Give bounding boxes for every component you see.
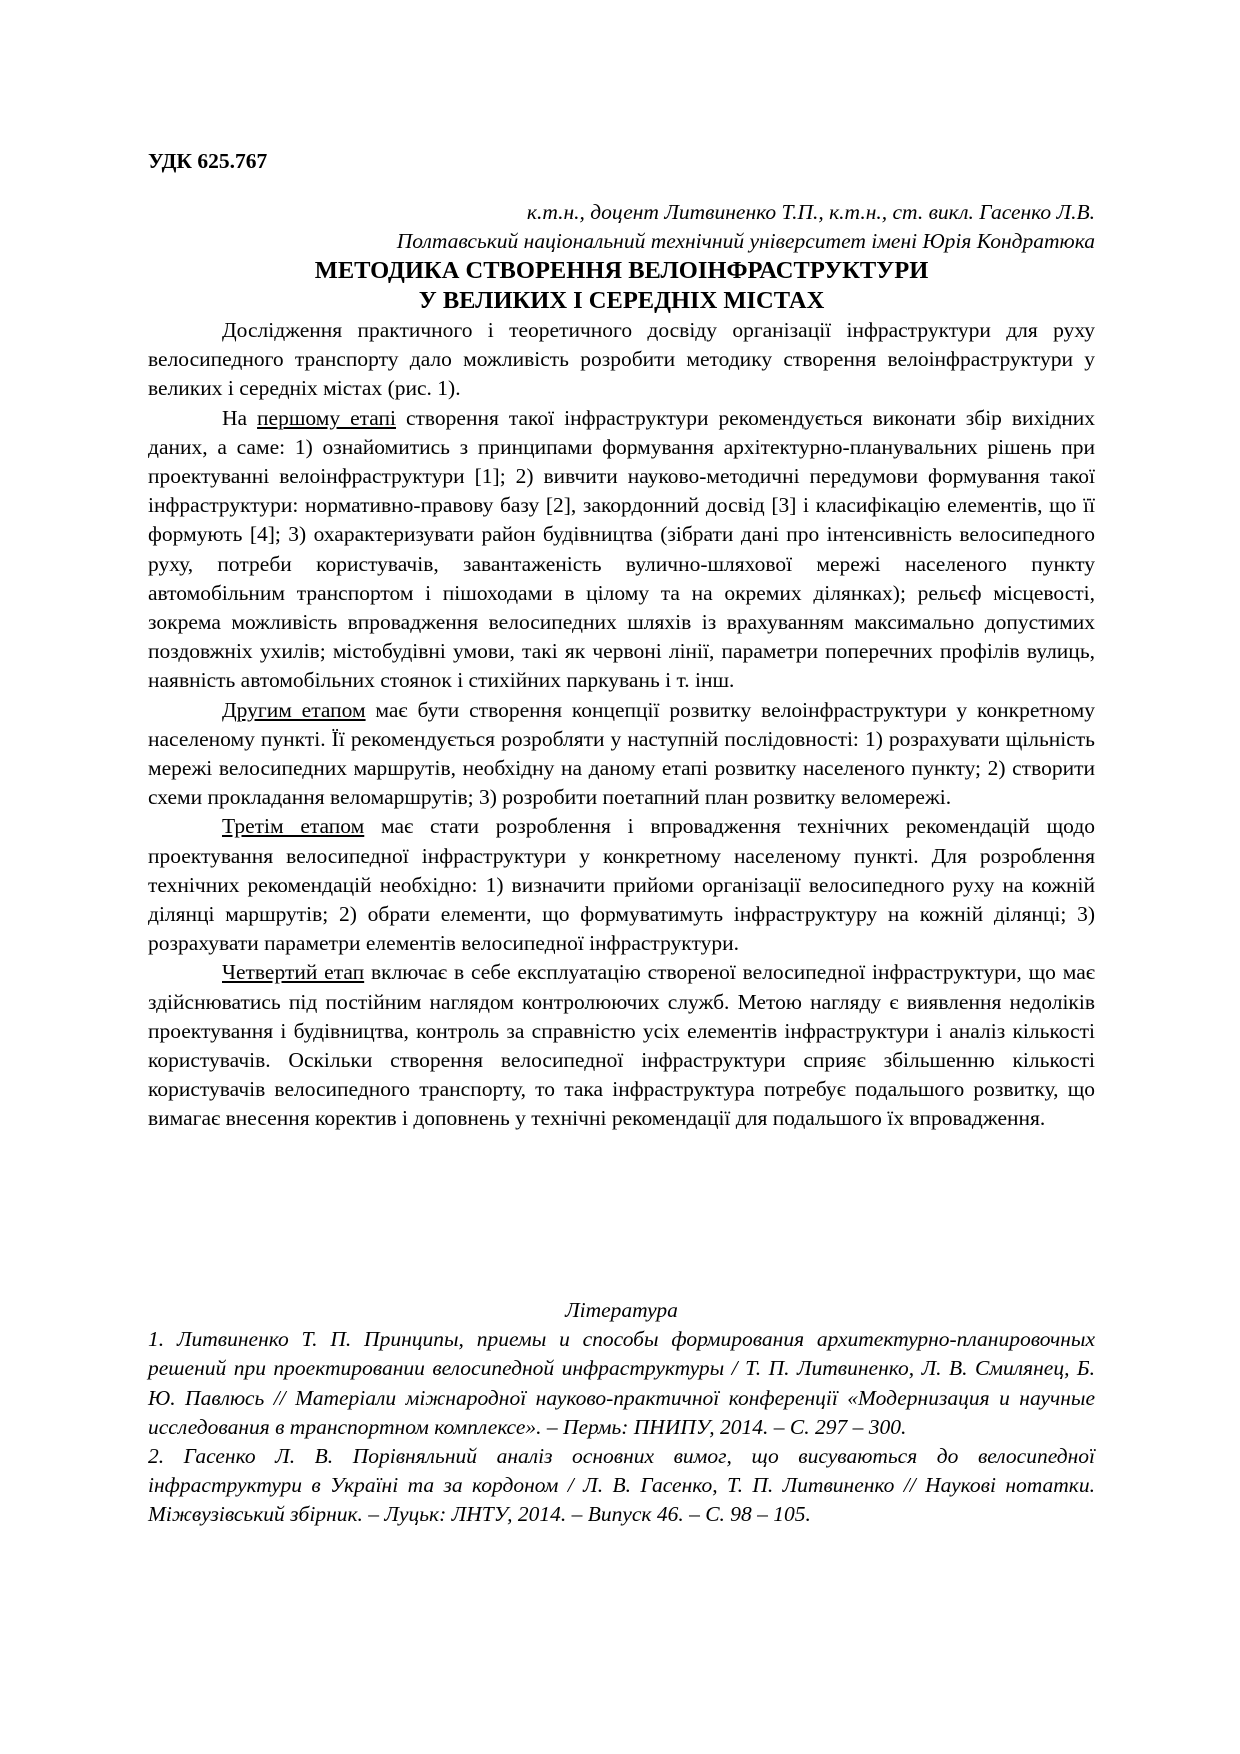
stage-4-term: Четвертий етап: [222, 960, 365, 985]
title-line-2: У ВЕЛИКИХ І СЕРЕДНІХ МІСТАХ: [418, 287, 825, 314]
stage-2-text: має бути створення концепції розвитку велоінфраструктури у конкретному населеному пункті. Її рекомендується розробляти у наступній послідовності: 1) розрахувати щільність мережі велосипедних маршрутів, необхідну на даному етапі розвитку населеного пункту; 2) створити схеми прокладання веломаршрутів; 3) розробити поетапний план розвитку веломережі.: [148, 697, 1095, 810]
stage-4-text: включає в себе експлуатацію створеної велосипедної інфраструктури, що має здійснюватись під постійним наглядом контролюючих служб. Метою нагляду є виявлення недоліків проектування і будівництва, контроль за справністю усіх елементів інфраструктури і аналіз кількості користувачів. Оскільки створення велосипедної інфраструктури сприяє збільшенню кількості користувачів велосипедного транспорту, то така інфраструктура потребує подальшого розвитку, що вимагає внесення коректив і доповнень у технічні рекомендації для подальшого їх впровадження.: [148, 960, 1095, 1131]
body-text: [148, 316, 1095, 1134]
udk-code: УДК 625.767: [148, 149, 268, 173]
author-block: [148, 198, 1095, 256]
stage-1-term: першому етапі: [257, 405, 397, 430]
paragraph-stage-4: [148, 958, 1095, 1133]
paragraph-stage-1: [148, 404, 1095, 696]
stage-3-term: Третім етапом: [222, 814, 365, 839]
paragraph-stage-3: [148, 812, 1095, 958]
paragraph-intro: Дослідження практичного і теоретичного досвіду організації інфраструктури для руху велосипедного транспорту дало можливість розробити методику створення велоінфраструктури у великих і середніх містах (рис. 1).: [148, 318, 1095, 401]
title-line-1: МЕТОДИКА СТВОРЕННЯ ВЕЛОІНФРАСТРУКТУРИ: [314, 257, 929, 284]
stage-3-text: має стати розроблення і впровадження технічних рекомендацій щодо проектування велосипедної інфраструктури у конкретному населеному пункті. Для розроблення технічних рекомендацій необхідно: 1) визначити прийоми організації велосипедного руху на кожній ділянці маршрутів; 2) обрати елементи, що формуватимуть інфраструктуру на кожній ділянці; 3) розрахувати параметри елементів велосипедної інфраструктури.: [148, 814, 1096, 956]
stage-2-term: Другим етапом: [222, 697, 366, 722]
paragraph-stage-2: [148, 696, 1095, 813]
affiliation-line: Полтавський національний технічний університет імені Юрія Кондратюка: [396, 229, 1095, 253]
authors-line: к.т.н., доцент Литвиненко Т.П., к.т.н., ст. викл. Гасенко Л.В.: [526, 200, 1095, 224]
reference-item-2: 2. Гасенко Л. В. Порівняльний аналіз основних вимог, що висуваються до велосипедної інфраструктури в Україні та за кордоном / Л. В. Гасенко, Т. П. Литвиненко // Наукові нотатки. Міжвузівський збірник. – Луцьк: ЛНТУ, 2014. – Випуск 46. – С. 98 – 105.: [148, 1444, 1095, 1527]
stage-1-lead: На: [222, 405, 258, 430]
stage-1-text: створення такої інфраструктури рекомендується виконати збір вихідних даних, а саме: 1) ознайомитись з принципами формування архітектурно-планувальних рішень при проектуванні велоінфраструктури [1]; 2) вивчити науково-методичні передумови формування такої інфраструктури: нормативно-правову базу [2], закордонний досвід [3] і класифікацію елементів, що її формують [4]; 3) охарактеризувати район будівництва (зібрати дані про інтенсивність велосипедного руху, потреби користувачів, завантаженість вулично-шляхової мережі населеного пункту автомобільним транспортом і пішоходами в цілому та на окремих ділянках); рельєф місцевості, зокрема можливість впровадження велосипедних шляхів із врахуванням максимально допустимих поздовжніх ухилів; містобудівні умови, такі як червоні лінії, параметри поперечних профілів вулиць, наявність автомобільних стоянок і стихійних паркувань і т. інш.: [148, 405, 1095, 693]
references-section: [148, 1296, 1095, 1530]
paper-title: [148, 256, 1095, 316]
references-heading: Література: [565, 1298, 678, 1322]
reference-item-1: 1. Литвиненко Т. П. Принципы, приемы и способы формирования архитектурно-планировочных решений при проектировании велосипедной инфраструктуры / Т. П. Литвиненко, Л. В. Смилянец, Б. Ю. Павлюсь // Матеріали міжнародної науково-практичної конференції «Модернизация и научные исследования в транспортном комплексе». – Пермь: ПНИПУ, 2014. – С. 297 – 300.: [148, 1327, 1095, 1439]
